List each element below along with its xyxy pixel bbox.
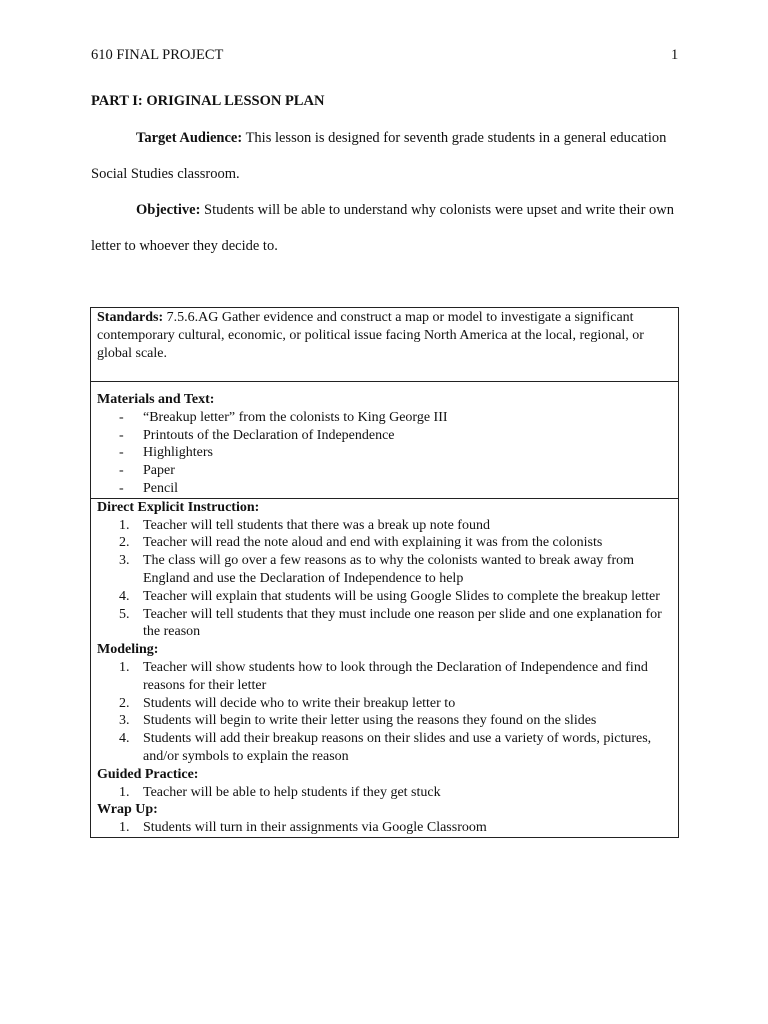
list-item: 3. The class will go over a few reasons as to why the colonists wanted to break away from England and use the Declaration of Independence to help <box>119 553 635 586</box>
target-audience-text: This lesson is designed for seventh grade students in a general education Social Studies classroom. <box>91 130 667 182</box>
list-item: 4. Teacher will explain that students will be using Google Slides to complete the breakup letter <box>119 588 660 604</box>
objective-text: Students will be able to understand why colonists were upset and write their own letter to whoever they decide to. <box>91 202 674 254</box>
materials-label: Materials and Text: <box>97 392 215 407</box>
list-item: - Printouts of the Declaration of Independence <box>97 427 672 445</box>
objective-label: Objective: <box>136 202 201 218</box>
list-item: 4. Students will add their breakup reasons on their slides and use a variety of words, pictures, and/or symbols to explain the reason <box>119 731 652 764</box>
standards-text: 7.5.6.AG Gather evidence and construct a map or model to investigate a significant contemporary cultural, economic, or political issue facing North America at the local, regional, or global scale. <box>97 310 644 361</box>
guided-practice-list <box>97 784 672 802</box>
list-item: 3. Students will begin to write their letter using the reasons they found on the slides <box>119 713 597 729</box>
guided-practice-label: Guided Practice: <box>97 766 199 782</box>
list-item: - Pencil <box>97 480 672 498</box>
list-item: 5. Teacher will tell students that they must include one reason per slide and one explanation for the reason <box>119 606 662 640</box>
list-item: 2. Students will decide who to write their breakup letter to <box>119 695 456 711</box>
running-head: 610 FINAL PROJECT <box>91 47 224 63</box>
section-title: PART I: ORIGINAL LESSON PLAN <box>91 93 325 109</box>
list-item: - Paper <box>97 462 672 480</box>
list-item: 1. Teacher will show students how to look through the Declaration of Independence and find reasons for their letter <box>119 659 648 693</box>
wrap-up-list <box>97 819 672 837</box>
target-audience-label: Target Audience: <box>136 130 243 146</box>
modeling-list <box>97 659 672 766</box>
materials-row <box>91 382 679 499</box>
direct-instruction-label: Direct Explicit Instruction: <box>97 499 260 515</box>
list-item: 1. Students will turn in their assignments via Google Classroom <box>119 820 487 836</box>
materials-cell <box>91 382 679 499</box>
list-item: - “Breakup letter” from the colonists to King George III <box>97 409 672 427</box>
standards-row <box>91 308 679 382</box>
list-item: 1. Teacher will tell students that there was a break up note found <box>119 517 490 533</box>
target-audience-paragraph <box>91 120 681 192</box>
page-number: 1 <box>671 47 679 63</box>
modeling-label: Modeling: <box>97 642 159 658</box>
instruction-cell <box>91 498 679 837</box>
lesson-plan-table <box>90 307 679 838</box>
standards-label: Standards: <box>97 310 164 325</box>
standards-cell <box>91 308 679 382</box>
wrap-up-label: Wrap Up: <box>97 802 158 818</box>
materials-list <box>97 409 672 498</box>
list-item: - Highlighters <box>97 444 672 462</box>
direct-instruction-list <box>97 517 672 642</box>
instruction-row <box>91 498 679 837</box>
list-item: 2. Teacher will read the note aloud and end with explaining it was from the colonists <box>119 535 603 551</box>
list-item: 1. Teacher will be able to help students if they get stuck <box>119 784 441 800</box>
objective-paragraph <box>91 192 681 264</box>
